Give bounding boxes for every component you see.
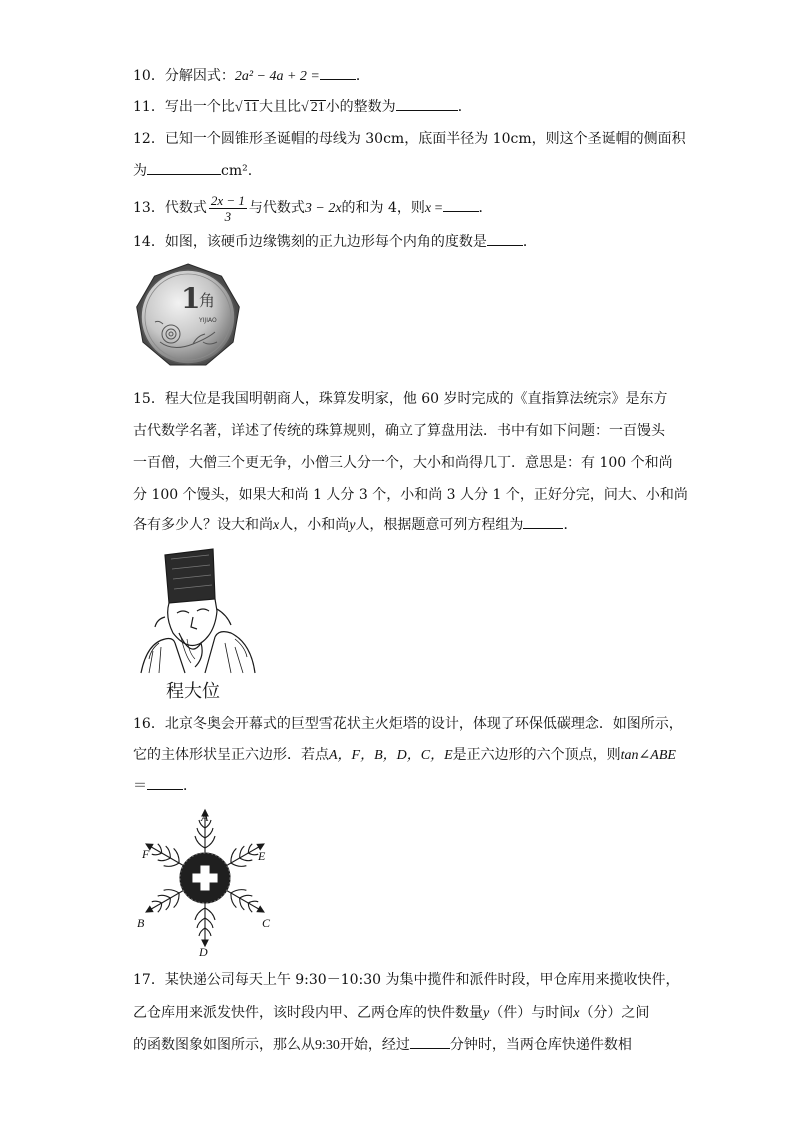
question-12-line-1 (133, 129, 686, 149)
question-text: 各有多少人？设大和尚 (133, 517, 273, 533)
answer-blank[interactable] (320, 67, 356, 80)
question-15-line-5 (133, 515, 577, 536)
snowflake-icon (141, 810, 269, 946)
answer-blank[interactable] (410, 1036, 450, 1049)
question-text: 写出一个比 (164, 99, 235, 115)
question-17-line-1 (133, 970, 680, 990)
question-text: 小的整数为 (325, 99, 396, 115)
question-16-line-3 (133, 776, 197, 796)
equals-sign: = (431, 201, 443, 216)
question-16-line-2 (133, 745, 676, 766)
expression: 3 − 2x (304, 201, 342, 216)
question-number: 14． (133, 234, 165, 250)
variable: y (349, 518, 356, 533)
question-text: 的和为 4，则 (341, 200, 425, 216)
punctuation: ． (183, 778, 197, 794)
punctuation: ． (478, 200, 493, 216)
question-text: 分解因式： (164, 68, 235, 84)
question-10 (133, 66, 370, 87)
punctuation: ． (457, 99, 472, 115)
question-12-line-2 (133, 161, 252, 181)
question-17-line-2 (133, 1003, 649, 1024)
point-label-B: B (137, 916, 145, 930)
point-label-A: A (201, 810, 209, 824)
equals-sign: ＝ (133, 778, 147, 794)
variable: y (483, 1006, 490, 1021)
question-16-line-1 (133, 714, 683, 734)
unit-text: cm². (221, 163, 253, 179)
punctuation: ． (522, 234, 537, 250)
radical-sign: √ (234, 100, 243, 115)
question-text: 的函数图象如图所示，那么从 (133, 1037, 315, 1053)
radical-sign: √ (301, 100, 309, 115)
expression: 2a² − 4a + 2 = (234, 69, 320, 84)
snowflake-figure (138, 806, 270, 958)
point-label-D: D (199, 945, 208, 959)
fraction (209, 193, 247, 224)
question-text: 分钟时，当两仓库快递件数相 (449, 1037, 632, 1053)
question-text: （件）与时间 (489, 1005, 574, 1021)
question-text: 它的主体形状呈正六边形．若点 (133, 747, 329, 763)
question-text: 与代数式 (248, 200, 305, 216)
question-text: 大且比 (259, 99, 301, 115)
coin-figure (133, 262, 243, 372)
question-text: 一百僧，大僧三个更无争，小僧三人分一个，大小和尚得几丁．意思是：有 100 个和尚 (133, 455, 673, 471)
question-number: 12． (133, 131, 165, 147)
question-text: 16．北京冬奥会开幕式的巨型雪花状主火炬塔的设计，体现了环保低碳理念．如图所示， (133, 716, 683, 732)
question-number: 11． (133, 99, 165, 115)
question-text: 代数式 (164, 200, 207, 216)
question-text: 17．某快递公司每天上午 9:30－10:30 为集中揽件和派件时段，甲仓库用来揽收快件， (133, 972, 680, 988)
punctuation: ． (355, 68, 370, 84)
question-17-line-3 (133, 1035, 632, 1056)
answer-blank[interactable] (147, 777, 183, 790)
coin-digit: 1 (181, 282, 201, 315)
question-text: 古代数学名著，详述了传统的珠算规则，确立了算盘用法．书中有如下问题：一百馒头 (133, 423, 665, 439)
variable: x (573, 1006, 580, 1021)
time-value: 9:30 (315, 1038, 340, 1053)
question-text: 人，小和尚 (279, 517, 350, 533)
answer-blank[interactable] (396, 98, 458, 111)
question-15-line-4 (133, 485, 688, 505)
question-text: 乙仓库用来派发快件，该时段内甲、乙两仓库的快件数量 (133, 1005, 483, 1021)
question-13 (133, 191, 493, 226)
question-15-line-2 (133, 421, 665, 441)
point-label-C: C (262, 916, 271, 930)
question-number: 10． (133, 68, 165, 84)
radicand: 21 (310, 100, 325, 115)
scholar-portrait-icon (141, 549, 255, 673)
question-15-line-3 (133, 453, 673, 473)
point-label-F: F (142, 847, 150, 861)
question-text: 15．程大位是我国明朝商人，珠算发明家，他 60 岁时完成的《直指算法统宗》是东方 (133, 391, 668, 407)
answer-blank[interactable] (487, 233, 523, 246)
portrait-figure (135, 547, 260, 677)
radicand: 11 (244, 100, 258, 115)
question-14 (133, 232, 537, 252)
question-15-line-1 (133, 389, 668, 409)
point-list: A，F，B，D，C，E (329, 748, 453, 763)
question-number: 13． (133, 200, 165, 216)
answer-blank[interactable] (147, 162, 221, 175)
question-text: 开始，经过 (339, 1037, 410, 1053)
question-text: 人，根据题意可列方程组为 (355, 517, 524, 533)
question-text: 分 100 个馒头，如果大和尚 1 人分 3 个，小和尚 3 人分 1 个，正好分完，问大、小和尚 (133, 487, 688, 503)
question-text: （分）之间 (579, 1005, 650, 1021)
punctuation: ． (563, 517, 578, 533)
question-text: 已知一个圆锥形圣诞帽的母线为 30cm，底面半径为 10cm，则这个圣诞帽的侧面积 (164, 131, 686, 147)
question-text: 为 (133, 163, 147, 179)
question-11 (133, 97, 472, 118)
point-label-E: E (258, 849, 266, 863)
expression: tan∠ABE (620, 748, 676, 763)
fraction-numerator: 2x − 1 (210, 192, 245, 208)
answer-blank[interactable] (523, 516, 563, 529)
fraction-denominator: 3 (224, 208, 232, 224)
coin-pinyin: YIJIAO (199, 317, 217, 324)
portrait-caption: 程大位 (166, 681, 220, 702)
coin-character: 角 (199, 291, 216, 310)
answer-blank[interactable] (443, 199, 479, 212)
question-text: 如图，该硬币边缘镌刻的正九边形每个内角的度数是 (164, 234, 487, 250)
variable: x (273, 518, 280, 533)
variable: x (424, 201, 432, 216)
question-text: 是正六边形的六个顶点，则 (452, 747, 621, 763)
